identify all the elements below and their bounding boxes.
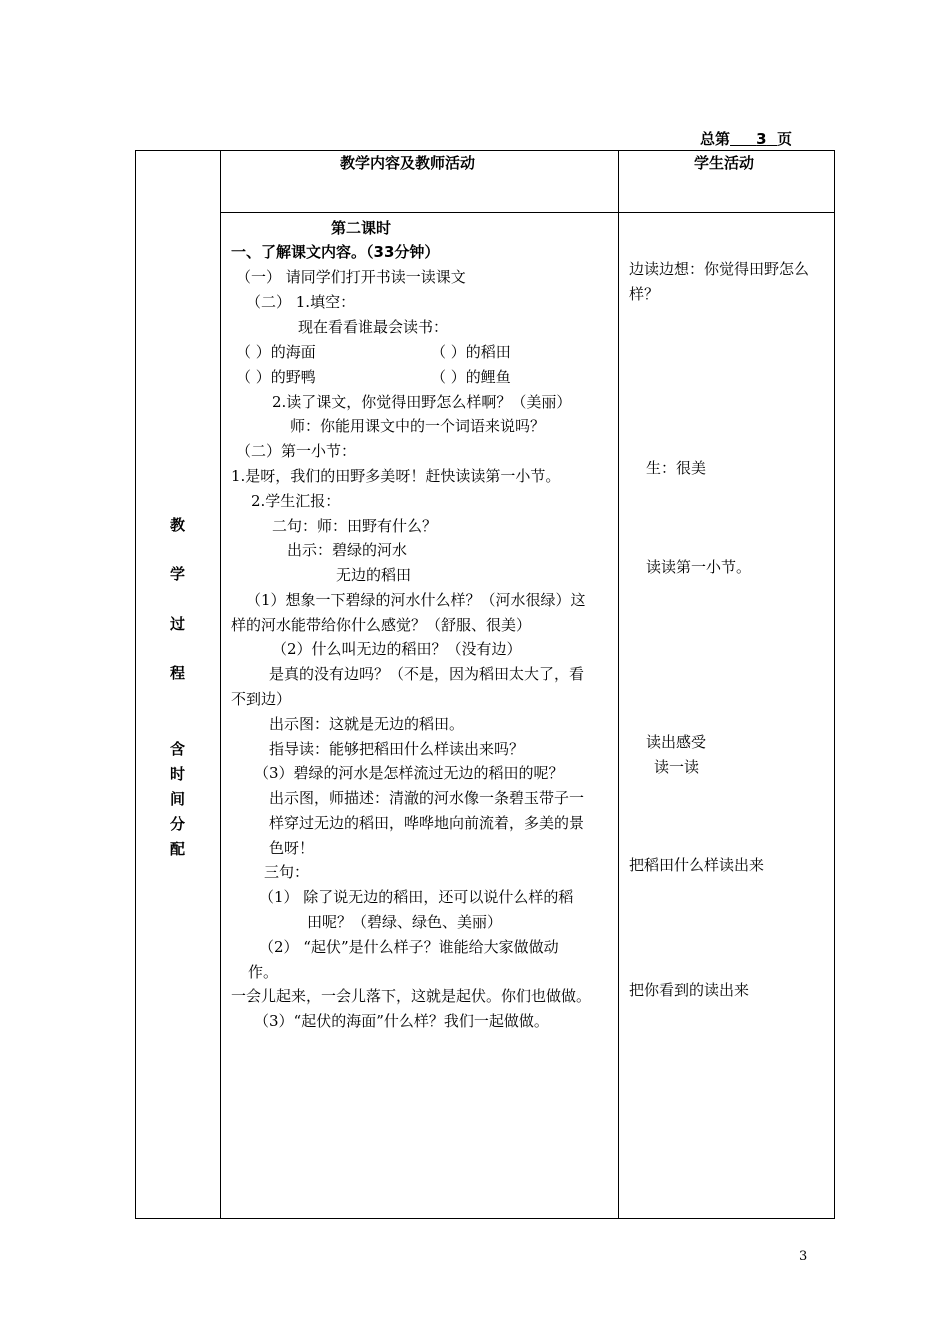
teacher-line: （3）碧绿的河水是怎样流过无边的稻田的呢？ xyxy=(254,764,564,782)
teacher-line: 指导读：能够把稻田什么样读出来吗？ xyxy=(269,740,525,758)
side-label-char: 含 xyxy=(170,740,186,758)
teacher-line: 出示：碧绿的河水 xyxy=(287,541,408,559)
student-line: 边读边想：你觉得田野怎么 xyxy=(629,260,810,278)
side-label-char: 时 xyxy=(170,765,186,783)
teacher-line: 出示图：这就是无边的稻田。 xyxy=(269,715,465,733)
teacher-line: 现在看看谁最会读书： xyxy=(298,318,449,336)
table-divider-side xyxy=(220,150,221,1219)
teacher-line: 是真的没有边吗？（不是，因为稻田太大了，看 xyxy=(269,665,585,683)
teacher-line: 样的河水能带给你什么感觉？（舒服、很美） xyxy=(231,616,532,634)
teacher-line: 二句：师：田野有什么？ xyxy=(272,517,438,535)
teacher-line: （二） 1.填空： xyxy=(246,293,356,311)
fill-blank-item: （ ）的稻田 xyxy=(431,343,511,361)
teacher-line: （3）“起伏的海面”什么样？我们一起做做。 xyxy=(254,1012,549,1030)
side-label-char: 配 xyxy=(170,840,186,858)
teacher-line: 样穿过无边的稻田，哗哗地向前流着，多美的景 xyxy=(269,814,585,832)
page-number: 3 xyxy=(799,1249,808,1264)
table-border-bottom xyxy=(135,1218,835,1219)
teacher-line: 作。 xyxy=(248,963,279,981)
teacher-column-header: 教学内容及教师活动 xyxy=(340,154,476,172)
teacher-line: （二）第一小节： xyxy=(236,442,357,460)
page-total-label xyxy=(700,128,792,149)
student-line: 样？ xyxy=(629,285,660,303)
teacher-line: （1） 除了说无边的稻田，还可以说什么样的稻 xyxy=(259,888,574,906)
table-border-top xyxy=(135,150,835,151)
teacher-line: 一会儿起来，一会儿落下，这就是起伏。你们也做做。 xyxy=(231,987,592,1005)
table-border-left xyxy=(135,150,136,1219)
student-line: 读出感受 xyxy=(646,733,707,751)
student-line: 把稻田什么样读出来 xyxy=(629,856,765,874)
side-label-char: 过 xyxy=(170,615,186,633)
table-divider-student xyxy=(618,150,619,1219)
fill-blank-item: （ ）的野鸭 xyxy=(236,368,316,386)
fill-blank-item: （ ）的鲤鱼 xyxy=(431,368,511,386)
teacher-line: 师：你能用课文中的一个词语来说吗？ xyxy=(290,417,546,435)
side-label-char: 分 xyxy=(170,815,186,833)
teacher-line: 2.读了课文，你觉得田野怎么样啊？（美丽） xyxy=(272,393,572,411)
student-column-header: 学生活动 xyxy=(694,154,755,172)
teacher-line: 2.学生汇报： xyxy=(251,492,341,510)
page-total-suffix: 页 xyxy=(777,130,793,148)
fill-blank-item: （ ）的海面 xyxy=(236,343,316,361)
page-total-prefix: 总第 xyxy=(700,130,731,148)
table-border-right xyxy=(834,150,835,1219)
side-label-char: 程 xyxy=(170,664,186,682)
teacher-line: 出示图，师描述：清澈的河水像一条碧玉带子一 xyxy=(269,789,585,807)
teacher-line: 田呢？（碧绿、绿色、美丽） xyxy=(307,913,503,931)
teacher-line: 不到边） xyxy=(231,690,292,708)
side-label-char: 间 xyxy=(170,790,186,808)
student-line: 读读第一小节。 xyxy=(646,558,752,576)
teacher-line: 色呀！ xyxy=(269,839,315,857)
lesson-title: 第二课时 xyxy=(331,219,392,237)
teacher-line: 1.是呀，我们的田野多美呀！赶快读读第一小节。 xyxy=(231,467,561,485)
side-label-char: 教 xyxy=(170,516,186,534)
teacher-line: 三句： xyxy=(264,863,310,881)
teacher-line: （2）什么叫无边的稻田？（没有边） xyxy=(272,640,522,658)
side-label-char: 学 xyxy=(170,565,186,583)
page-total-number: 3 xyxy=(756,130,767,148)
student-line: 生：很美 xyxy=(646,459,707,477)
teacher-line: 无边的稻田 xyxy=(336,566,412,584)
teacher-line: （1）想象一下碧绿的河水什么样？（河水很绿）这 xyxy=(246,591,586,609)
student-line: 把你看到的读出来 xyxy=(629,981,750,999)
student-line: 读一读 xyxy=(654,758,700,776)
teacher-line: （2） “起伏”是什么样子？谁能给大家做做动 xyxy=(259,938,559,956)
section-title: 一、了解课文内容。（33分钟） xyxy=(231,243,440,261)
teacher-line: （一） 请同学们打开书读一读课文 xyxy=(236,268,466,286)
table-header-rule xyxy=(220,212,835,213)
